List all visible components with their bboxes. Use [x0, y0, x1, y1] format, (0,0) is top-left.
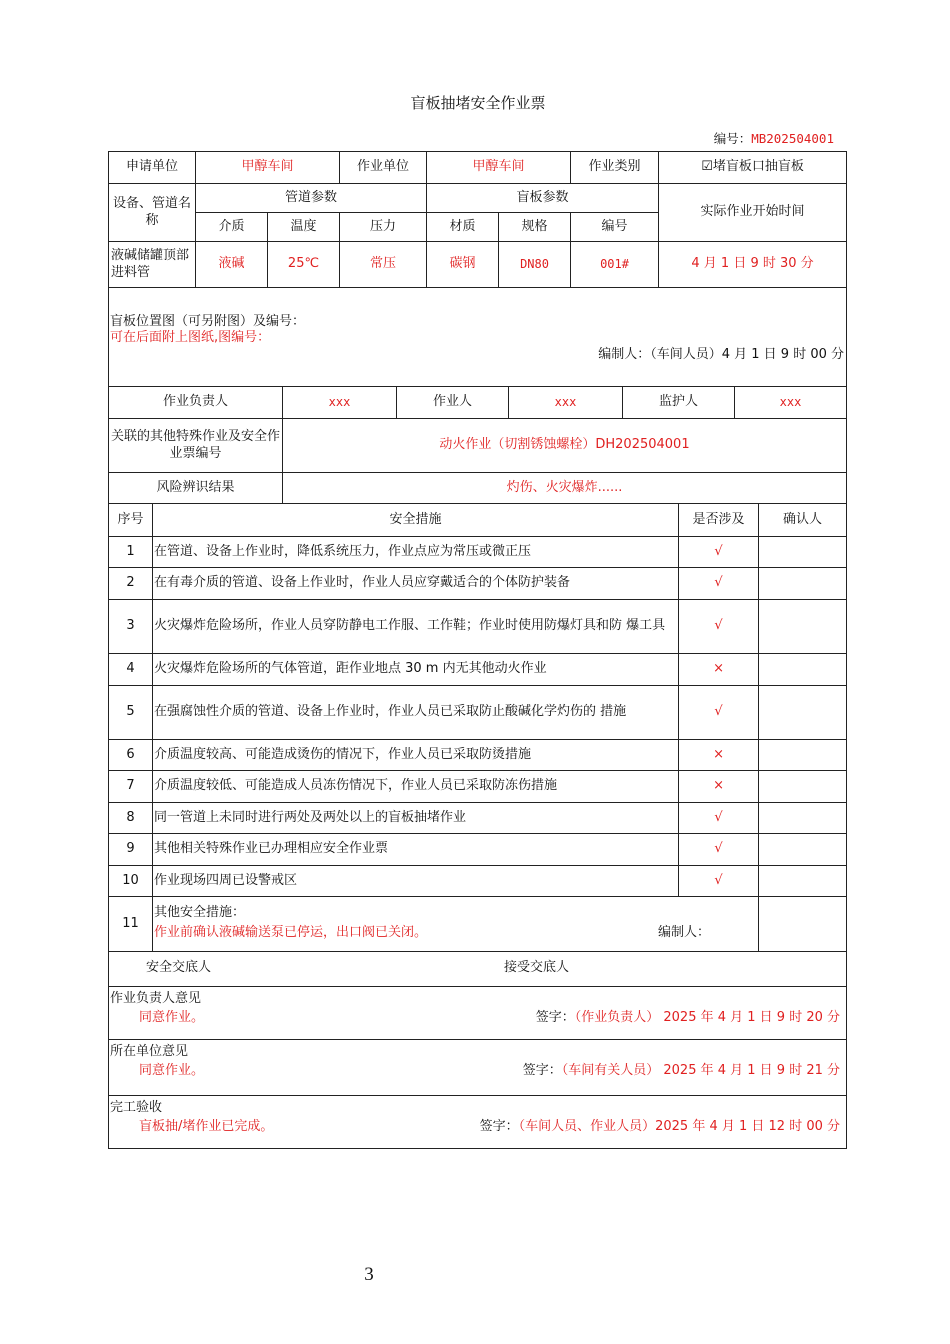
- measure-row: [109, 866, 847, 897]
- measure-text: 同一管道上未同时进行两处及两处以上的盲板抽堵作业: [153, 803, 679, 834]
- col-header-confirm: 确认人: [759, 504, 847, 537]
- measure-text: 在有毒介质的管道、设备上作业时，作业人员应穿戴适合的个体防护装备: [153, 568, 679, 600]
- measure-no: 3: [109, 600, 153, 654]
- spec-value: DN80: [499, 242, 571, 288]
- document-number-label: 编号：: [713, 131, 752, 146]
- work-unit-label: 作业单位: [340, 152, 427, 184]
- blind-location-label: 盲板位置图（可另附图）及编号：: [110, 314, 306, 329]
- completion-acceptance: [109, 1096, 847, 1149]
- blind-location-compiler: 编制人：（车间人员）4 月 1 日 9 时 00 分: [598, 347, 845, 362]
- risk-result-label: 风险辨识结果: [109, 473, 283, 504]
- measure-confirmer: [759, 686, 847, 740]
- ticket-header-table: [108, 151, 847, 387]
- signature-label: 签字：: [522, 1063, 562, 1078]
- measure-text: 火灾爆炸危险场所的气体管道，距作业地点 30 m 内无其他动火作业: [153, 654, 679, 686]
- material-value: 碳钢: [427, 242, 499, 288]
- measure-confirmer: [759, 771, 847, 803]
- start-time-value: 4 月 1 日 9 时 30 分: [659, 242, 847, 288]
- measure-text: 介质温度较高、可能造成烫伤的情况下，作业人员已采取防烫措施: [153, 740, 679, 771]
- measure-involved-mark: ×: [679, 740, 759, 771]
- other-measures-value: 作业前确认液碱输送泵已停运，出口阀已关闭。: [154, 925, 428, 940]
- medium-label: 介质: [196, 213, 268, 242]
- work-leader-opinion: [109, 987, 847, 1040]
- handover-row: [109, 952, 847, 987]
- measure-no: 8: [109, 803, 153, 834]
- apply-unit-value: 甲醇车间: [196, 152, 340, 184]
- related-work-label: 关联的其他特殊作业及安全作业票编号: [109, 419, 283, 473]
- signature-label: 签字：: [535, 1010, 575, 1025]
- page-number: 3: [364, 1264, 374, 1285]
- opinion-signature: [536, 1010, 840, 1026]
- measure-no: 6: [109, 740, 153, 771]
- blind-params-label: 盲板参数: [427, 184, 659, 213]
- pressure-value: 常压: [340, 242, 427, 288]
- other-measures-compiler: 编制人：: [658, 925, 711, 940]
- measure-row: [109, 803, 847, 834]
- pipe-params-label: 管道参数: [196, 184, 427, 213]
- document-title: 盲板抽堵安全作业票: [410, 94, 546, 112]
- other-measures-cell: [153, 897, 759, 952]
- blind-location-note: 可在后面附上图纸,图编号：: [110, 330, 271, 345]
- measure-involved-mark: √: [679, 537, 759, 568]
- signature-value: （作业负责人） 2025 年 4 月 1 日 9 时 20 分: [574, 1010, 841, 1025]
- safety-handover-giver-label: 安全交底人: [146, 960, 212, 975]
- measure-no: 4: [109, 654, 153, 686]
- measure-row: [109, 740, 847, 771]
- measure-row: [109, 600, 847, 654]
- measure-no: 5: [109, 686, 153, 740]
- measure-confirmer: [759, 537, 847, 568]
- worker-value: xxx: [509, 387, 623, 419]
- start-time-label: 实际作业开始时间: [659, 184, 847, 242]
- blind-number-value: 001#: [571, 242, 659, 288]
- opinion-content: 盲板抽/堵作业已完成。: [139, 1119, 274, 1134]
- measure-no: 2: [109, 568, 153, 600]
- medium-value: 液碱: [196, 242, 268, 288]
- unit-opinion: [109, 1040, 847, 1096]
- work-unit-value: 甲醇车间: [427, 152, 571, 184]
- signature-value: （车间人员、作业人员）2025 年 4 月 1 日 12 时 00 分: [518, 1119, 841, 1134]
- signature-value: （车间有关人员） 2025 年 4 月 1 日 9 时 21 分: [561, 1063, 841, 1078]
- measure-involved-mark: √: [679, 686, 759, 740]
- equipment-name-value: 液碱储罐顶部进料管: [109, 242, 196, 288]
- guardian-label: 监护人: [623, 387, 735, 419]
- measure-confirmer: [759, 568, 847, 600]
- opinion-content: 同意作业。: [139, 1063, 205, 1078]
- measure-involved-mark: ×: [679, 654, 759, 686]
- measure-involved-mark: √: [679, 803, 759, 834]
- measure-text: 作业现场四周已设警戒区: [153, 866, 679, 897]
- temperature-value: 25℃: [268, 242, 340, 288]
- equipment-name-label: 设备、管道名称: [109, 184, 196, 242]
- measure-text: 介质温度较低、可能造成人员冻伤情况下，作业人员已采取防冻伤措施: [153, 771, 679, 803]
- work-leader-label: 作业负责人: [109, 387, 283, 419]
- measure-no: 7: [109, 771, 153, 803]
- col-header-involved: 是否涉及: [679, 504, 759, 537]
- material-label: 材质: [427, 213, 499, 242]
- personnel-table: [108, 386, 847, 504]
- measure-involved-mark: √: [679, 600, 759, 654]
- measure-confirmer: [759, 654, 847, 686]
- document-number-value: MB202504001: [751, 131, 834, 146]
- measure-involved-mark: ×: [679, 771, 759, 803]
- measure-row: [109, 834, 847, 866]
- risk-result-value: 灼伤、火灾爆炸......: [283, 473, 847, 504]
- measure-text: 在强腐蚀性介质的管道、设备上作业时，作业人员已采取防止酸碱化学灼伤的 措施: [153, 686, 679, 740]
- measure-text: 火灾爆炸危险场所，作业人员穿防静电工作服、工作鞋；作业时使用防爆灯具和防 爆工具: [153, 600, 679, 654]
- measure-row: [109, 654, 847, 686]
- temperature-label: 温度: [268, 213, 340, 242]
- apply-unit-label: 申请单位: [109, 152, 196, 184]
- opinion-content: 同意作业。: [139, 1010, 205, 1025]
- measure-no: 9: [109, 834, 153, 866]
- other-measures-row: [109, 897, 847, 952]
- work-type-label: 作业类别: [571, 152, 659, 184]
- measure-confirmer: [759, 803, 847, 834]
- opinion-label: 作业负责人意见: [110, 991, 202, 1006]
- pressure-label: 压力: [340, 213, 427, 242]
- measure-no: 10: [109, 866, 153, 897]
- blind-number-label: 编号: [571, 213, 659, 242]
- opinion-signature: [523, 1063, 840, 1079]
- measure-text: 在管道、设备上作业时，降低系统压力，作业点应为常压或微正压: [153, 537, 679, 568]
- measure-confirmer: [759, 740, 847, 771]
- opinion-signature: [480, 1119, 840, 1135]
- measure-row: [109, 568, 847, 600]
- document-number: [714, 129, 834, 147]
- spec-label: 规格: [499, 213, 571, 242]
- worker-label: 作业人: [397, 387, 509, 419]
- other-measures-confirmer: [759, 897, 847, 952]
- work-leader-value: xxx: [283, 387, 397, 419]
- measure-involved-mark: √: [679, 866, 759, 897]
- col-header-measure: 安全措施: [153, 504, 679, 537]
- safety-measures-table: [108, 503, 847, 1149]
- signature-label: 签字：: [479, 1119, 519, 1134]
- other-measures-label: 其他安全措施：: [154, 905, 246, 920]
- measure-row: [109, 686, 847, 740]
- measure-no: 1: [109, 537, 153, 568]
- safety-handover-receiver-label: 接受交底人: [504, 960, 570, 975]
- measure-confirmer: [759, 600, 847, 654]
- col-header-no: 序号: [109, 504, 153, 537]
- measure-row: [109, 771, 847, 803]
- opinion-label: 所在单位意见: [110, 1044, 189, 1059]
- measure-involved-mark: √: [679, 568, 759, 600]
- measure-confirmer: [759, 834, 847, 866]
- measure-row: [109, 537, 847, 568]
- measure-confirmer: [759, 866, 847, 897]
- other-measures-no: 11: [109, 897, 153, 952]
- opinion-label: 完工验收: [110, 1100, 163, 1115]
- measure-text: 其他相关特殊作业已办理相应安全作业票: [153, 834, 679, 866]
- measure-involved-mark: √: [679, 834, 759, 866]
- work-type-value: ☑堵盲板口抽盲板: [659, 152, 847, 184]
- guardian-value: xxx: [735, 387, 847, 419]
- blind-location-cell: [109, 288, 847, 387]
- related-work-value: 动火作业（切割锈蚀螺栓）DH202504001: [283, 419, 847, 473]
